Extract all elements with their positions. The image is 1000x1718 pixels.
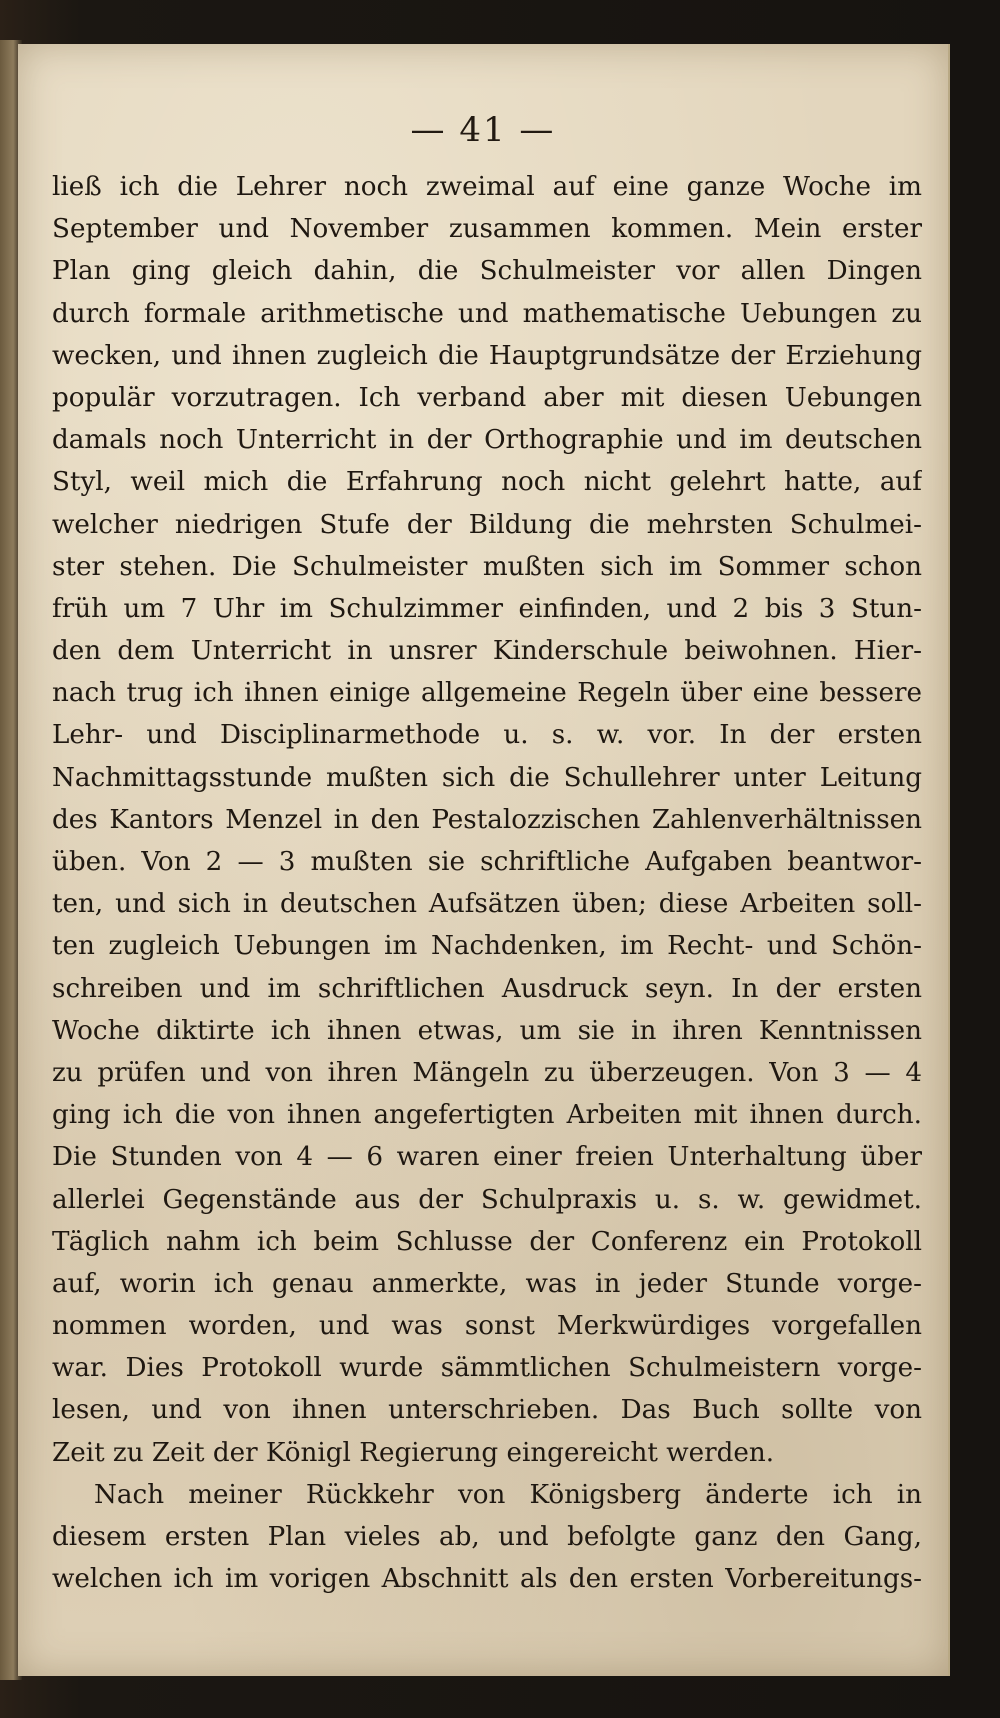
text-line: auf, worin ich genau anmerkte, was in jeder Stunde vorge- <box>52 1268 922 1299</box>
text-line: Nachmittagsstunde mußten sich die Schullehrer unter Leitung <box>52 762 922 793</box>
text-line: ten, und sich in deutschen Aufsätzen üben; diese Arbeiten soll- <box>52 889 922 920</box>
text-line: Woche diktirte ich ihnen etwas, um sie in ihren Kenntnissen <box>52 1015 922 1046</box>
text-line: lesen, und von ihnen unterschrieben. Das Buch sollte von <box>52 1395 922 1426</box>
text-line: Täglich nahm ich beim Schlusse der Conferenz ein Protokoll <box>52 1226 922 1257</box>
text-line: durch formale arithmetische und mathematische Uebungen zu <box>52 298 922 329</box>
text-line: des Kantors Menzel in den Pestalozzischen Zahlenverhältnissen <box>52 804 922 835</box>
text-line: Styl, weil mich die Erfahrung noch nicht gelehrt hatte, auf <box>52 467 922 498</box>
text-line: Plan ging gleich dahin, die Schulmeister vor allen Dingen <box>52 256 922 287</box>
text-line: wecken, und ihnen zugleich die Hauptgrundsätze der Erziehung <box>52 340 922 371</box>
text-line: früh um 7 Uhr im Schulzimmer einfinden, und 2 bis 3 Stun- <box>52 593 922 624</box>
text-line: zu prüfen und von ihren Mängeln zu überzeugen. Von 3 — 4 <box>52 1057 922 1088</box>
text-line: war. Dies Protokoll wurde sämmtlichen Schulmeistern vorge- <box>52 1353 922 1384</box>
paragraph-start-line: Nach meiner Rückkehr von Königsberg änderte ich in <box>94 1479 922 1510</box>
text-line: schreiben und im schriftlichen Ausdruck seyn. In der ersten <box>52 973 922 1004</box>
body-text <box>52 166 922 1600</box>
text-line: populär vorzutragen. Ich verband aber mit diesen Uebungen <box>52 382 922 413</box>
text-line: ging ich die von ihnen angefertigten Arbeiten mit ihnen durch. <box>52 1100 922 1131</box>
text-line: Lehr- und Disciplinarmethode u. s. w. vor. In der ersten <box>52 720 922 751</box>
text-line: welcher niedrigen Stufe der Bildung die mehrsten Schulmei- <box>52 509 922 540</box>
text-line: üben. Von 2 — 3 mußten sie schriftliche Aufgaben beantwor- <box>52 847 922 877</box>
text-line: nommen worden, und was sonst Merkwürdiges vorgefallen <box>52 1311 922 1342</box>
text-line: allerlei Gegenstände aus der Schulpraxis u. s. w. gewidmet. <box>52 1184 922 1215</box>
text-line: ließ ich die Lehrer noch zweimal auf eine ganze Woche im <box>52 172 922 202</box>
text-line: diesem ersten Plan vieles ab, und befolgte ganz den Gang, <box>52 1522 922 1552</box>
text-line: Die Stunden von 4 — 6 waren einer freien Unterhaltung über <box>52 1142 922 1173</box>
text-line: ster stehen. Die Schulmeister mußten sich im Sommer schon <box>52 551 922 582</box>
book-page <box>18 44 950 1676</box>
text-line: damals noch Unterricht in der Orthographie und im deutschen <box>52 425 922 456</box>
text-line: den dem Unterricht in unsrer Kinderschule beiwohnen. Hier- <box>52 636 922 667</box>
text-line: September und November zusammen kommen. Mein erster <box>52 214 922 245</box>
page-number-header: — 41 — <box>410 110 556 150</box>
text-line: welchen ich im vorigen Abschnitt als den ersten Vorbereitungs- <box>52 1564 922 1595</box>
text-line: Zeit zu Zeit der Königl Regierung eingereicht werden. <box>52 1437 775 1468</box>
text-line: ten zugleich Uebungen im Nachdenken, im Recht- und Schön- <box>52 931 922 962</box>
text-line: nach trug ich ihnen einige allgemeine Regeln über eine bessere <box>52 678 922 709</box>
